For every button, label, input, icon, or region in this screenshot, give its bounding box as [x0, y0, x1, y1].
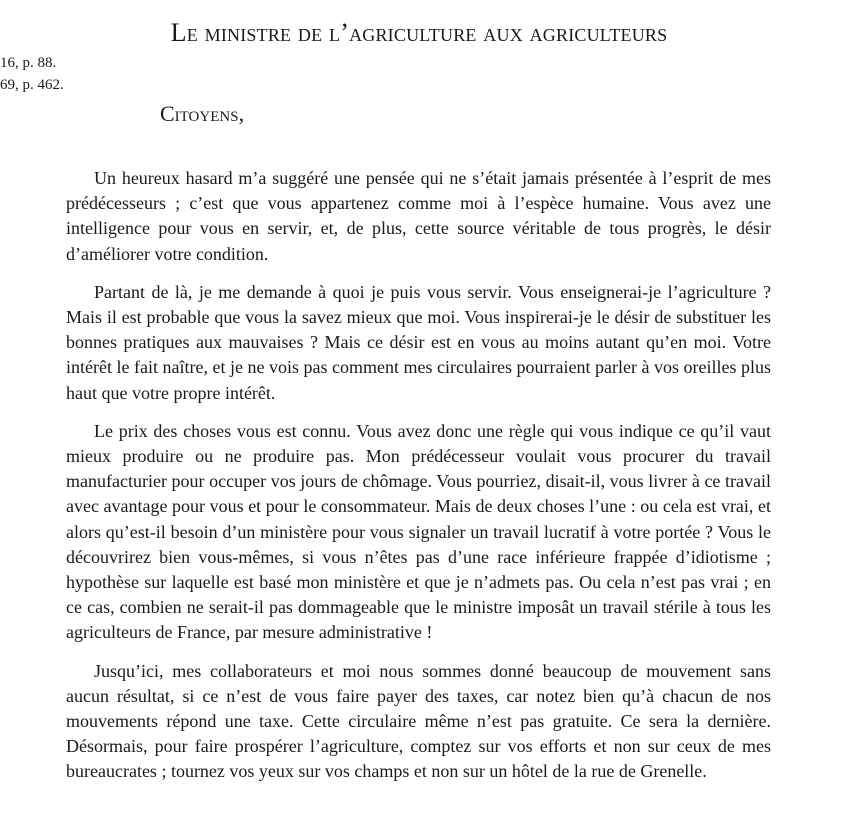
- body-text: [66, 166, 771, 798]
- margin-ref: 69, p. 462.: [0, 77, 64, 93]
- salutation: Citoyens,: [160, 101, 245, 126]
- paragraph: Le prix des choses vous est connu. Vous avez donc une règle qui vous indique ce qu’il vaut mieux produire ou ne produire pas. Mon prédécesseur voulait vous procurer du travail manufacturier pour occuper vos jours de chômage. Vous pourriez, disait-il, vous livrer à ce travail avec avantage pour vous et pour le consommateur. Mais de deux choses l’une : ou cela est vrai, et alors qu’est-il besoin d’un ministère pour vous signaler un travail lucratif à votre portée ? Vous le découvrirez bien vous-mêmes, si vous n’êtes pas d’une race inférieure frappée d’idiotisme ; hypothèse sur laquelle est basé mon ministère et que je n’admets pas. Ou cela n’est pas vrai ; en ce cas, combien ne serait-il pas dommageable que le ministre imposât un travail stérile à tous les agriculteurs de France, par mesure administrative !: [66, 420, 771, 643]
- paragraph: Partant de là, je me demande à quoi je puis vous servir. Vous enseignerai-je l’agriculture ? Mais il est probable que vous la savez mieux que moi. Vous inspirerai-je le désir de substituer les bonnes pratiques aux mauvaises ? Mais ce désir est en vous au moins autant qu’en moi. Votre intérêt le fait naître, et je ne vois pas comment mes circulaires pourraient parler à vos oreilles plus haut que votre propre intérêt.: [66, 281, 771, 403]
- paragraph: Un heureux hasard m’a suggéré une pensée qui ne s’était jamais présentée à l’esprit de mes prédécesseurs ; c’est que vous appartenez comme moi à l’espèce humaine. Vous avez une intelligence pour vous en servir, et, de plus, cette source véritable de tous progrès, le désir d’améliorer votre condition.: [66, 168, 771, 264]
- page-title: Le ministre de l’agriculture aux agriculteurs: [170, 18, 668, 47]
- paragraph: Jusqu’ici, mes collaborateurs et moi nous sommes donné beaucoup de mouvement sans aucun résultat, si ce n’est de vous faire payer des taxes, car notez bien qu’à chacun de nos mouvements répond une taxe. Cette circulaire même n’est pas gratuite. Ce sera la dernière. Désormais, pour faire prospérer l’agriculture, comptez sur vos efforts et non sur ceux de mes bureaucrates ; tournez vos yeux sur vos champs et non sur un hôtel de la rue de Grenelle.: [66, 660, 771, 782]
- margin-references: [0, 52, 64, 96]
- margin-ref: 16, p. 88.: [0, 55, 57, 71]
